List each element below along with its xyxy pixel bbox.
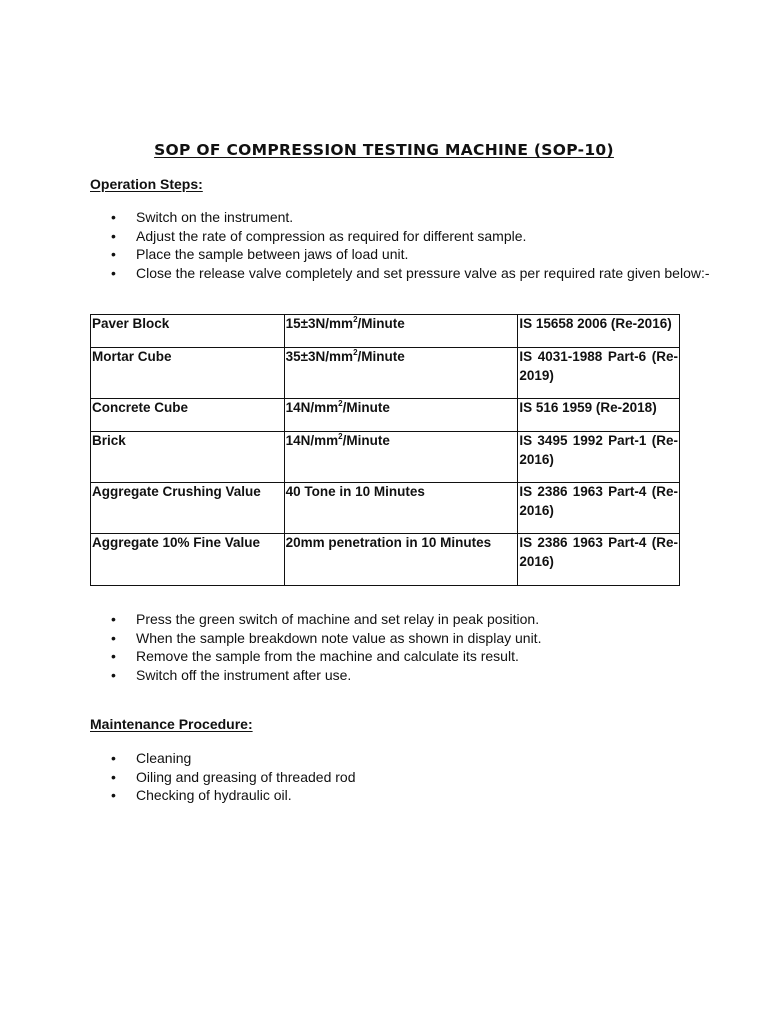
bullet-icon: • xyxy=(111,768,116,785)
bullet-icon: • xyxy=(111,750,116,766)
rate-text: 20mm penetration in 10 Minutes xyxy=(285,535,492,550)
standard-cell: IS 3495 1992 Part-1 (Re-2016) xyxy=(518,432,680,483)
step-text: Switch on the instrument. xyxy=(136,209,294,225)
rate-exponent: 2 xyxy=(338,399,343,408)
list-item xyxy=(90,610,710,629)
table-row xyxy=(91,432,680,483)
rate-cell xyxy=(284,399,518,432)
rate-text: 35±3N/mm xyxy=(285,349,354,364)
rate-cell xyxy=(284,315,518,348)
rate-cell xyxy=(284,534,518,586)
bullet-icon: • xyxy=(111,629,116,646)
standard-cell: IS 2386 1963 Part-4 (Re-2016) xyxy=(518,534,680,586)
rate-text: 14N/mm xyxy=(285,400,339,415)
rate-exponent: 2 xyxy=(353,315,358,324)
bullet-icon: • xyxy=(111,666,116,683)
standard-cell: IS 2386 1963 Part-4 (Re-2016) xyxy=(518,483,680,534)
rate-text: 15±3N/mm xyxy=(285,316,354,331)
list-item xyxy=(90,629,710,648)
bullet-icon: • xyxy=(111,648,116,664)
list-item xyxy=(90,245,710,264)
rate-unit: /Minute xyxy=(357,349,405,364)
sample-cell: Aggregate 10% Fine Value xyxy=(91,534,285,586)
step-text: Checking of hydraulic oil. xyxy=(136,787,292,803)
rate-cell xyxy=(284,432,518,483)
step-text: Remove the sample from the machine and calculate its result. xyxy=(136,648,519,664)
rate-cell xyxy=(284,348,518,399)
rate-unit: /Minute xyxy=(342,433,390,448)
step-text: Switch off the instrument after use. xyxy=(136,666,352,683)
rate-text: 14N/mm xyxy=(285,433,339,448)
list-item xyxy=(90,768,710,787)
sample-cell: Mortar Cube xyxy=(91,348,285,399)
bullet-icon: • xyxy=(111,209,116,225)
list-item xyxy=(90,227,710,246)
table-row xyxy=(91,399,680,432)
sample-cell: Paver Block xyxy=(91,315,285,348)
bullet-icon: • xyxy=(111,227,116,244)
standard-cell: IS 15658 2006 (Re-2016) xyxy=(518,315,680,348)
step-text: Cleaning xyxy=(136,750,192,766)
table-row xyxy=(91,534,680,586)
table-row xyxy=(91,483,680,534)
list-item xyxy=(90,666,710,685)
step-text: Press the green switch of machine and set relay in peak position. xyxy=(136,611,540,627)
step-text: Oiling and greasing of threaded rod xyxy=(136,768,356,785)
rate-exponent: 2 xyxy=(338,432,343,441)
step-text: Close the release valve completely and set pressure valve as per required rate given below:- xyxy=(136,264,710,281)
maintenance-heading: Maintenance Procedure: xyxy=(90,716,253,732)
table-row xyxy=(91,348,680,399)
compression-rates-table xyxy=(90,314,680,586)
step-text: When the sample breakdown note value as shown in display unit. xyxy=(136,629,542,646)
bullet-icon: • xyxy=(111,611,116,627)
page-title: SOP OF COMPRESSION TESTING MACHINE (SOP-10) xyxy=(154,141,614,159)
list-item xyxy=(90,264,710,283)
step-text: Adjust the rate of compression as required for different sample. xyxy=(136,227,527,244)
list-item xyxy=(90,749,710,768)
post-steps-list xyxy=(90,610,710,684)
step-text: Place the sample between jaws of load unit. xyxy=(136,246,409,262)
rate-text: 40 Tone in 10 Minutes xyxy=(285,484,425,499)
operation-steps-heading: Operation Steps: xyxy=(90,176,203,192)
bullet-icon: • xyxy=(111,787,116,803)
bullet-icon: • xyxy=(111,264,116,281)
maintenance-list xyxy=(90,749,710,805)
list-item xyxy=(90,208,710,227)
rate-cell xyxy=(284,483,518,534)
sample-cell: Aggregate Crushing Value xyxy=(91,483,285,534)
sample-cell: Concrete Cube xyxy=(91,399,285,432)
standard-cell: IS 4031-1988 Part-6 (Re-2019) xyxy=(518,348,680,399)
standard-cell: IS 516 1959 (Re-2018) xyxy=(518,399,680,432)
bullet-icon: • xyxy=(111,246,116,262)
sample-cell: Brick xyxy=(91,432,285,483)
rate-unit: /Minute xyxy=(342,400,390,415)
list-item xyxy=(90,647,710,666)
list-item xyxy=(90,786,710,805)
table-row xyxy=(91,315,680,348)
rate-unit: /Minute xyxy=(357,316,405,331)
operation-steps-list xyxy=(90,208,710,282)
rate-exponent: 2 xyxy=(353,348,358,357)
